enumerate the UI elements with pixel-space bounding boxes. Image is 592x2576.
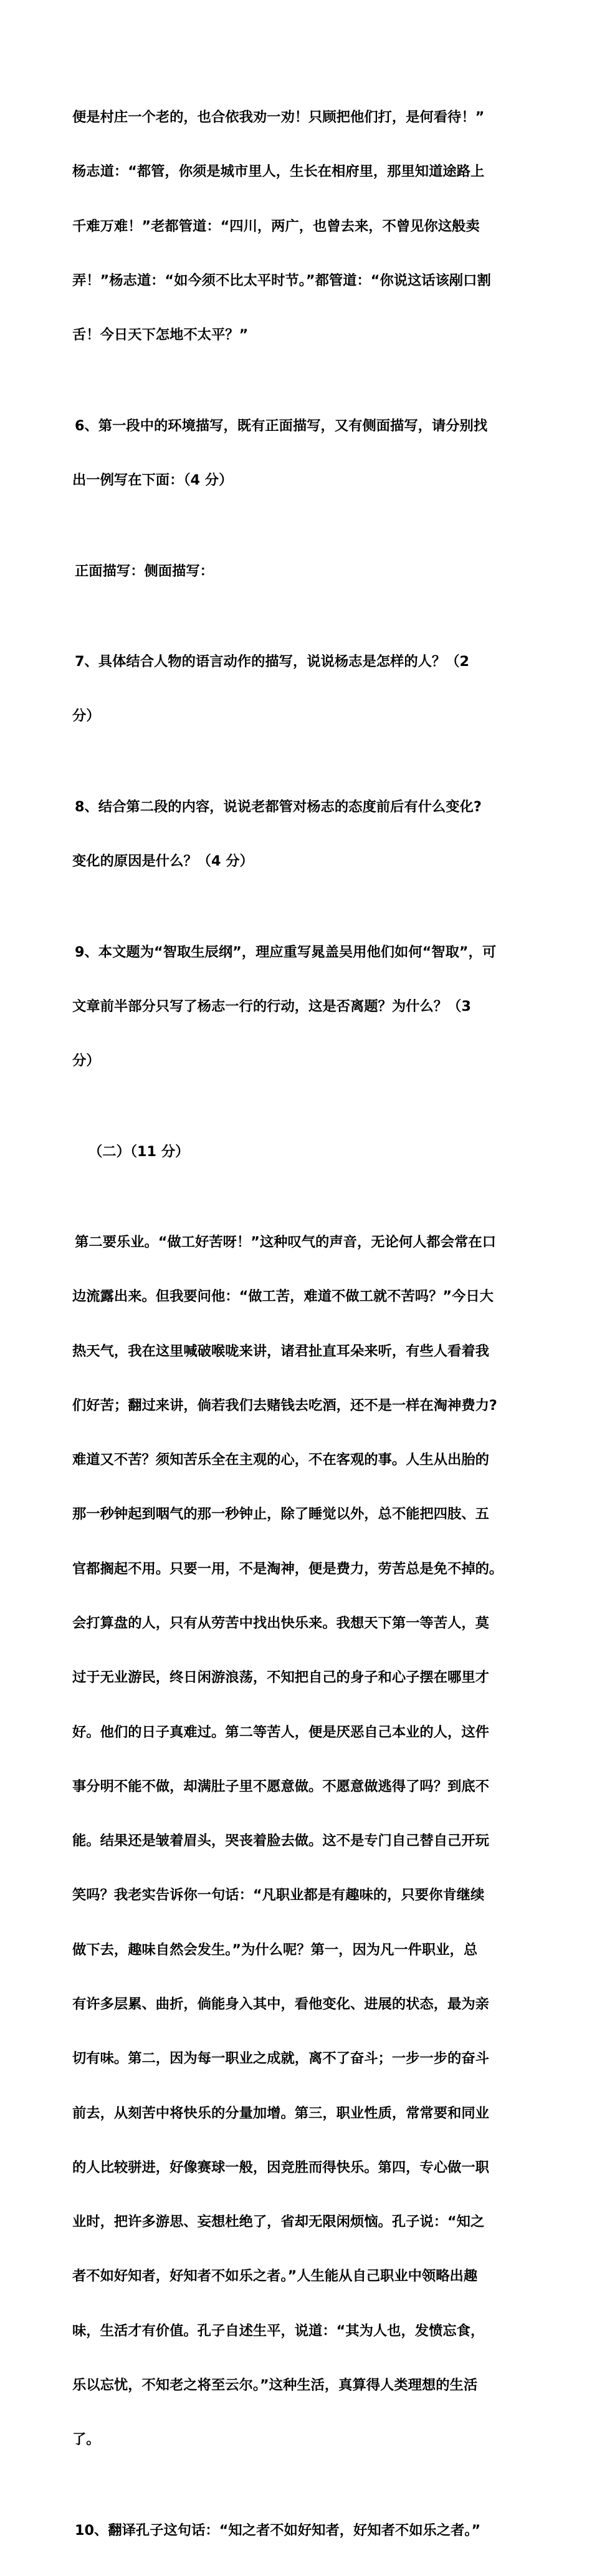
- text-line: 会打算盘的人，只有从劳苦中找出快乐来。我想天下第一等苦人，莫: [72, 1614, 489, 1631]
- text-line: 好。他们的日子真难过。第二等苦人，便是厌恶自己本业的人，这件: [72, 1724, 489, 1740]
- question-8: [72, 762, 531, 907]
- text-line: 7、具体结合人物的语言动作的描写，说说杨志是怎样的人？（2: [75, 654, 470, 670]
- question-6: [72, 381, 531, 526]
- text-line: 分）: [72, 1053, 100, 1069]
- text-line: 文章前半部分只写了杨志一行的行动，这是否离题？为什么？（3: [72, 998, 471, 1015]
- text-line: 8、结合第二段的内容，说说老都管对杨志的态度前后有什么变化?: [75, 798, 482, 815]
- passage-1: [72, 72, 531, 381]
- text-line: 笑吗？我老实告诉你一句话：“凡职业都是有趣味的，只要你肯继续: [72, 1887, 485, 1904]
- section-heading: （二）（11 分）: [88, 1143, 189, 1160]
- document-page: [72, 72, 531, 2576]
- text-line: 边流露出来。但我要问他：“做工苦，难道不做工就不苦吗？”今日大: [72, 1288, 494, 1305]
- text-line: 9、本文题为“智取生辰纲”，理应重写晁盖吴用他们如何“智取”，可: [75, 943, 497, 960]
- text-line: 过于无业游民，终日闲游浪荡，不知把自己的身子和心子摆在哪里才: [72, 1669, 489, 1686]
- text-line: 能。结果还是皱着眉头，哭丧着脸去做。这不是专门自己替自己开玩: [72, 1833, 489, 1850]
- text-line: 便是村庄一个老的，也合依我劝一劝！只顾把他们打，是何看待！”: [72, 109, 485, 126]
- question-10: [72, 2485, 531, 2575]
- text-line: 舌！今日天下怎地不太平？”: [72, 327, 249, 344]
- text-line: 杨志道：“都管，你须是城市里人，生长在相府里，那里知道途路上: [72, 163, 485, 180]
- text-line: 做下去，趣味自然会发生。”为什么呢？第一，因为凡一件职业，总: [72, 1941, 478, 1958]
- text-line: 事分明不能不做，却满肚子里不愿意做。不愿意做逃得了吗？到底不: [72, 1778, 489, 1795]
- question-6-answer: [72, 526, 531, 616]
- text-line: 难道又不苦？须知苦乐全在主观的心，不在客观的事。人生从出胎的: [72, 1452, 489, 1469]
- text-line: 第二要乐业。“做工好苦呀！”这种叹气的声音，无论何人都会常在口: [75, 1234, 496, 1250]
- section-2-heading: [72, 1106, 531, 1197]
- passage-2: [72, 1197, 531, 2486]
- text-line: 味，生活才有价值。孔子自述生平，说道：“其为人也，发愤忘食，: [72, 2322, 485, 2339]
- text-line: 那一秒钟起到咽气的那一秒钟止，除了睡觉以外，总不能把四肢、五: [72, 1506, 489, 1523]
- text-line: 变化的原因是什么？（4 分）: [72, 853, 254, 870]
- text-line: 官都搁起不用。只要一用，不是淘神，便是费力，劳苦总是免不掉的。: [72, 1560, 504, 1577]
- text-line: 前去，从刻苦中将快乐的分量加增。第三，职业性质，常常要和同业: [72, 2105, 489, 2121]
- text-line: 千难万难！”老都管道：“四川，两广，也曾去来，不曾见你这般卖: [72, 218, 480, 234]
- text-line: 乐以忘忧，不知老之将至云尔。”这种生活，真算得人类理想的生活: [72, 2376, 478, 2393]
- text-line: 者不如好知者，好知者不如乐之者。”人生能从自己职业中领略出趣: [72, 2268, 478, 2285]
- question-7: [72, 617, 531, 762]
- text-line: 10、翻译孔子这句话：“知之者不如好知者，好知者不如乐之者。”: [75, 2522, 481, 2539]
- text-line: 有许多层累、曲折，倘能身入其中，看他变化、进展的状态，最为亲: [72, 1995, 489, 2012]
- text-line: 切有味。第二，因为每一职业之成就，离不了奋斗；一步一步的奋斗: [72, 2050, 489, 2067]
- text-line: 热天气，我在这里喊破喉咙来讲，诸君扯直耳朵来听，有些人看着我: [72, 1343, 489, 1359]
- text-line: 出一例写在下面：（4 分）: [72, 472, 233, 489]
- text-line: 正面描写：侧面描写：: [75, 562, 214, 579]
- text-line: 们好苦；翻过来讲，倘若我们去赌钱去吃酒，还不是一样在淘神费力?: [72, 1397, 497, 1414]
- question-9: [72, 907, 531, 1106]
- text-line: 业时，把许多游思、妄想杜绝了，省却无限闲烦恼。孔子说：“知之: [72, 2214, 485, 2231]
- text-line: 分）: [72, 708, 100, 725]
- text-line: 6、第一段中的环境描写，既有正面描写，又有侧面描写，请分别找: [75, 417, 488, 434]
- text-line: 了。: [72, 2431, 100, 2448]
- text-line: 的人比较骈进，好像赛球一般，因竞胜而得快乐。第四，专心做一职: [72, 2159, 489, 2176]
- text-line: 弄！”杨志道：“如今须不比太平时节。”都管道：“你说这话该剐口割: [72, 273, 491, 289]
